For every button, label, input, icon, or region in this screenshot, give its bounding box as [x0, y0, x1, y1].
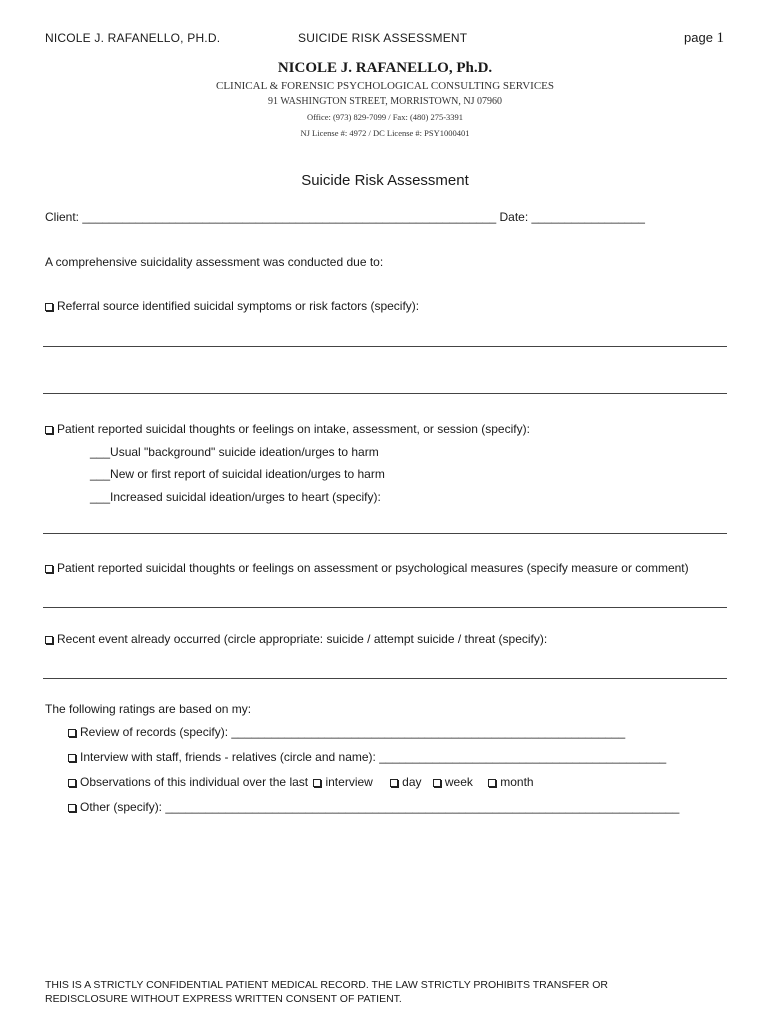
measures-item — [45, 561, 689, 575]
page-number — [684, 30, 724, 47]
letterhead-practice: CLINICAL & FORENSIC PSYCHOLOGICAL CONSULTING SERVICES — [215, 80, 554, 92]
rating-other-label[interactable]: Other (specify): _____________________________________________________________________________ — [80, 800, 680, 814]
measures-checkbox[interactable] — [45, 565, 53, 573]
referral-answer-line-2[interactable] — [43, 393, 727, 394]
rating-other-checkbox[interactable] — [68, 804, 76, 812]
sub-increased-ideation[interactable]: ___Increased suicidal ideation/urges to heart (specify): — [90, 490, 381, 504]
rating-observations-label: Observations of this individual over the last — [80, 775, 309, 789]
letterhead-phones: Office: (973) 829-7099 / Fax: (480) 275-3391 — [306, 112, 464, 122]
rating-observations-item — [68, 775, 534, 789]
confidentiality-notice-line-2: REDISCLOSURE WITHOUT EXPRESS WRITTEN CONSENT OF PATIENT. — [45, 993, 402, 1005]
header-author: NICOLE J. RAFANELLO, PH.D. — [45, 31, 221, 45]
rating-records-checkbox[interactable] — [68, 729, 76, 737]
sub-new-ideation[interactable]: ___New or first report of suicidal ideation/urges to harm — [90, 467, 385, 481]
patient-reported-label: Patient reported suicidal thoughts or feelings on intake, assessment, or session (specify): — [57, 422, 530, 436]
rating-records-label[interactable]: Review of records (specify): ___________________________________________________________ — [80, 725, 626, 739]
patient-reported-answer-line[interactable] — [43, 533, 727, 534]
client-label: Client: — [45, 210, 83, 224]
patient-reported-checkbox[interactable] — [45, 426, 53, 434]
page-number-value: 1 — [716, 30, 725, 46]
obs-interview-checkbox[interactable] — [313, 779, 321, 787]
rating-records-item — [68, 725, 625, 739]
letterhead-license: NJ License #: 4972 / DC License #: PSY1000401 — [300, 128, 470, 138]
rating-interview-item — [68, 750, 666, 764]
ratings-intro: The following ratings are based on my: — [45, 702, 252, 716]
recent-event-checkbox[interactable] — [45, 636, 53, 644]
measures-label: Patient reported suicidal thoughts or feelings on assessment or psychological measures (specify measure or comment) — [57, 561, 689, 575]
rating-interview-checkbox[interactable] — [68, 754, 76, 762]
obs-month-label: month — [500, 775, 534, 789]
obs-day-checkbox[interactable] — [390, 779, 398, 787]
header-title: SUICIDE RISK ASSESSMENT — [298, 31, 468, 45]
obs-interview-label: interview — [325, 775, 373, 789]
recent-event-item — [45, 632, 547, 646]
confidentiality-notice-line-1: THIS IS A STRICTLY CONFIDENTIAL PATIENT MEDICAL RECORD. THE LAW STRICTLY PROHIBITS TRANSFER OR — [45, 979, 609, 991]
letterhead-name: NICOLE J. RAFANELLO, Ph.D. — [277, 60, 493, 76]
client-field[interactable]: ______________________________________________________________ — [82, 210, 497, 224]
recent-event-answer-line[interactable] — [43, 678, 727, 679]
rating-interview-label[interactable]: Interview with staff, friends - relatives (circle and name): ___________________________________________ — [80, 750, 667, 764]
referral-checkbox[interactable] — [45, 303, 53, 311]
page-label: page — [684, 30, 713, 45]
recent-event-label: Recent event already occurred (circle appropriate: suicide / attempt suicide / threat (specify): — [57, 632, 548, 646]
obs-day-label: day — [402, 775, 422, 789]
obs-month-checkbox[interactable] — [488, 779, 496, 787]
patient-reported-item — [45, 422, 530, 436]
referral-label: Referral source identified suicidal symptoms or risk factors (specify): — [57, 299, 420, 313]
referral-answer-line-1[interactable] — [43, 346, 727, 347]
obs-week-label: week — [444, 775, 473, 789]
measures-answer-line[interactable] — [43, 607, 727, 608]
obs-week-checkbox[interactable] — [433, 779, 441, 787]
rating-other-item — [68, 800, 679, 814]
date-field[interactable]: _________________ — [531, 210, 645, 224]
intro-text: A comprehensive suicidality assessment was conducted due to: — [45, 255, 384, 269]
sub-usual-ideation[interactable]: ___Usual "background" suicide ideation/urges to harm — [90, 445, 379, 459]
rating-observations-checkbox[interactable] — [68, 779, 76, 787]
client-date-line — [45, 210, 645, 224]
letterhead-address: 91 WASHINGTON STREET, MORRISTOWN, NJ 07960 — [268, 96, 502, 107]
date-label: Date: — [496, 210, 532, 224]
form-title: Suicide Risk Assessment — [301, 172, 469, 189]
referral-item — [45, 299, 419, 313]
